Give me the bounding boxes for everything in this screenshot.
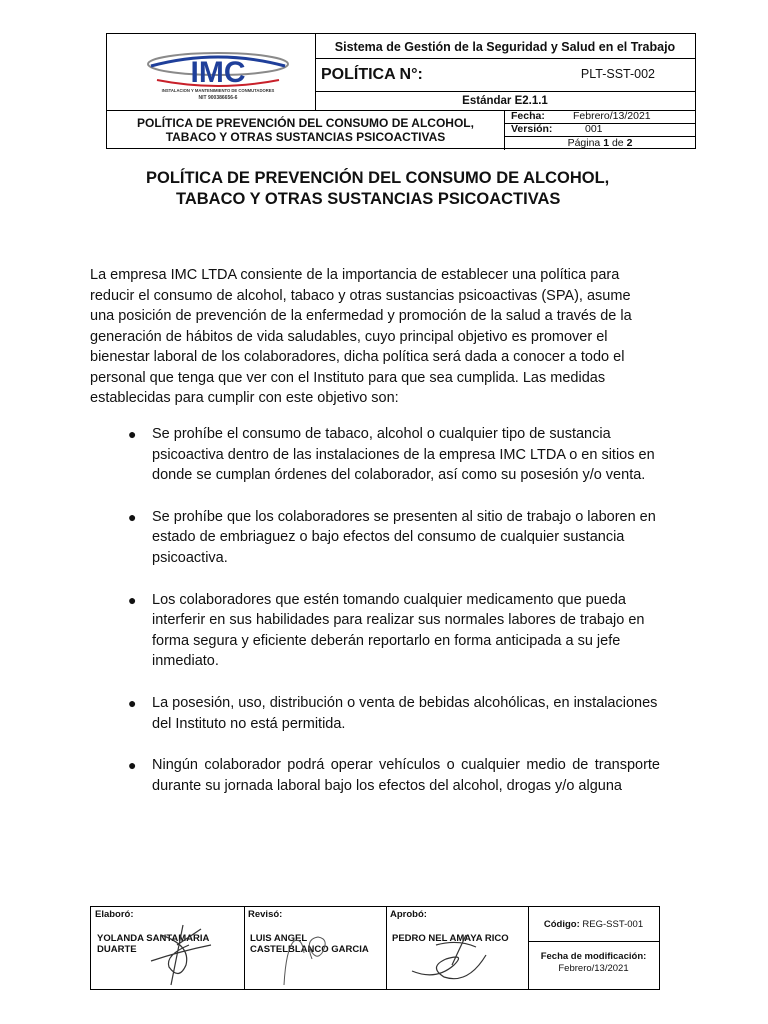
document-control-cell (528, 907, 659, 989)
reviewed-by-cell (244, 907, 387, 989)
approved-by-cell (386, 907, 529, 989)
date-value: Febrero/13/2021 (573, 110, 651, 122)
reviewed-label: Revisó: (248, 909, 283, 920)
rule-text: Se prohíbe que los colaboradores se presenten al sitio de trabajo o laboren en estado de embriaguez o bajo efectos del consumo de cualquier sustancia psicoactiva. (152, 508, 656, 566)
page-number (505, 136, 695, 150)
modification-label: Fecha de modificación: (540, 951, 647, 962)
version-value: 001 (585, 123, 603, 135)
rule-text: Los colaboradores que estén tomando cualquier medicamento que pueda interferir en sus habilidades para realizar sus normales labores de trabajo en forma segura y eficiente deberán reportarlo en forma anticipada a su jefe inmediato. (152, 591, 645, 670)
elaborated-by-cell (91, 907, 245, 989)
bullet-icon: ● (128, 508, 137, 525)
elaborated-name (97, 933, 209, 955)
list-item (90, 693, 660, 734)
code-label: Código: (543, 919, 580, 930)
version-row (505, 123, 695, 137)
code-row (528, 907, 659, 942)
logo-subtitle: INSTALACION Y MANTENIMIENTO DE CONMUTADORES (161, 88, 275, 93)
version-label: Versión: (511, 123, 553, 135)
date-row (505, 110, 695, 124)
list-item (90, 755, 660, 796)
page-of: de (611, 137, 624, 149)
header-title-line1: POLÍTICA DE PREVENCIÓN DEL CONSUMO DE ALCOHOL, (137, 116, 474, 130)
date-label: Fecha: (511, 110, 545, 122)
list-item (90, 424, 660, 486)
rule-text: La posesión, uso, distribución o venta de bebidas alcohólicas, en instalaciones del Instituto no está permitida. (152, 694, 658, 732)
bullet-icon: ● (128, 591, 137, 608)
document-title (146, 168, 666, 210)
intro-paragraph: La empresa IMC LTDA consiente de la importancia de establecer una política para reducir el consumo de alcohol, tabaco y otras sustancias psicoactivas (SPA), asume una posición de prevención de la enfermedad y promoción de la salud a través de la generación de hábitos de vida saludables, cuyo principal objetivo es promover el bienestar laboral de los colaboradores, dicha política será dada a conocer a todo el personal que tenga que ver con el Instituto para que sea cumplida. Las medidas establecidas para cumplir con este objetivo son: (90, 267, 632, 406)
list-item (90, 590, 660, 672)
logo-wordmark: IMC (190, 56, 246, 89)
logo-cell (107, 34, 316, 111)
modification-value: Febrero/13/2021 (558, 963, 629, 974)
page-current: 1 (603, 137, 610, 149)
policy-number-row (315, 58, 695, 92)
rule-text: Ningún colaborador podrá operar vehículos o cualquier medio de transporte durante su jornada laboral bajo los efectos del alcohol, drogas y/o alguna (152, 757, 660, 794)
policy-rules-list (90, 424, 660, 817)
elaborated-name-line1: YOLANDA SANTAMARIA (97, 933, 210, 944)
header-meta (505, 110, 695, 150)
bullet-icon: ● (128, 694, 137, 711)
approved-name: PEDRO NEL AMAYA RICO (392, 933, 509, 944)
elaborated-label: Elaboró: (95, 909, 134, 920)
elaborated-name-line2: DUARTE (97, 944, 137, 955)
rule-text: Se prohíbe el consumo de tabaco, alcohol o cualquier tipo de sustancia psicoactiva dentro de las instalaciones de la empresa IMC LTDA o en sitios en donde se cumplan órdenes del colaborador, así como su posesión y/o venta. (152, 426, 655, 484)
imc-logo (143, 46, 293, 104)
document-header-table (106, 33, 696, 149)
page-prefix: Página (567, 137, 601, 149)
header-policy-title (107, 110, 505, 150)
reviewed-name-line1: LUIS ANGEL (250, 933, 308, 944)
reviewed-name-line2: CASTELBLANCO GARCIA (250, 944, 369, 955)
document-title-line1: POLÍTICA DE PREVENCIÓN DEL CONSUMO DE ALCOHOL, (146, 169, 610, 187)
list-item (90, 507, 660, 569)
system-title: Sistema de Gestión de la Seguridad y Salud en el Trabajo (315, 34, 695, 59)
code-value: REG-SST-001 (582, 919, 644, 930)
approval-footer-table (90, 906, 660, 990)
policy-label: POLÍTICA N°: (321, 66, 423, 83)
bullet-icon: ● (128, 426, 137, 442)
approved-label: Aprobó: (390, 909, 427, 920)
standard-label: Estándar E2.1.1 (315, 91, 695, 111)
reviewed-name (250, 933, 369, 955)
page-total: 2 (626, 137, 633, 149)
policy-code: PLT-SST-002 (580, 67, 655, 81)
modification-date (528, 941, 659, 989)
document-title-line2: TABACO Y OTRAS SUSTANCIAS PSICOACTIVAS (176, 190, 561, 208)
logo-nit: NIT 900386656-6 (198, 95, 238, 101)
bullet-icon: ● (128, 757, 137, 774)
header-title-line2: TABACO Y OTRAS SUSTANCIAS PSICOACTIVAS (165, 130, 446, 144)
